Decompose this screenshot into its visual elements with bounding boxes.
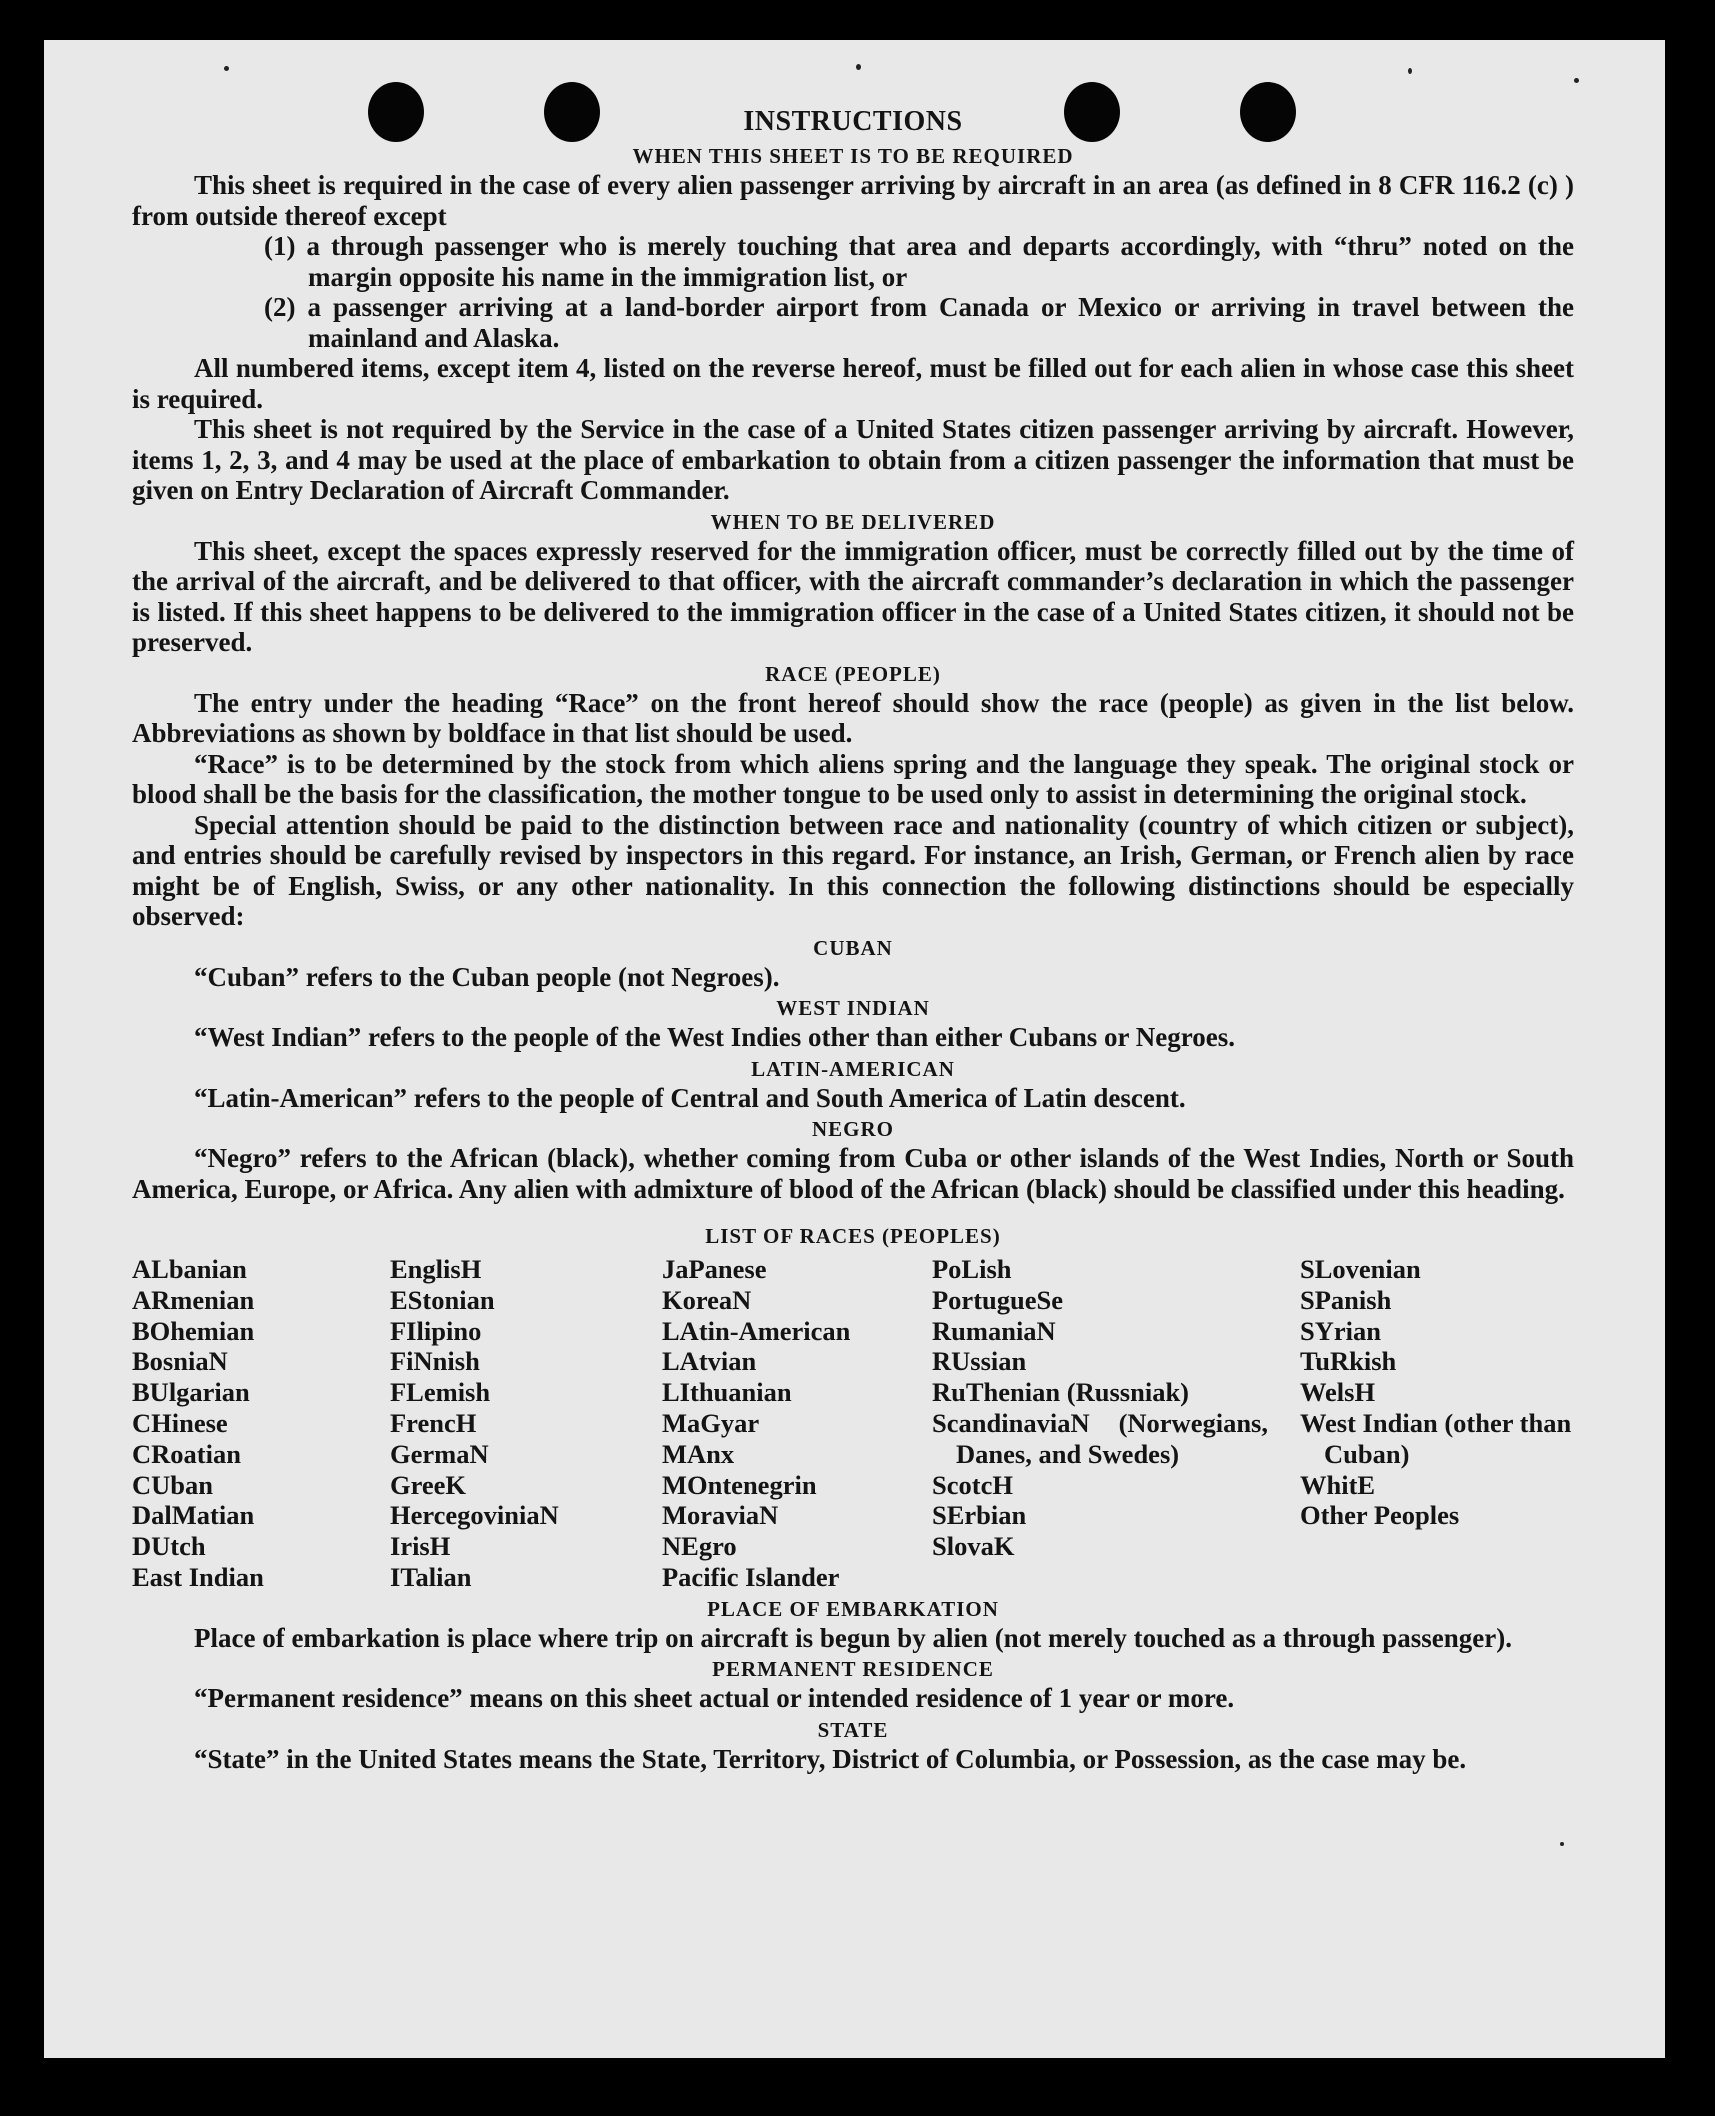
race-entry: MoraviaN xyxy=(662,1500,779,1531)
races-column-5 xyxy=(1300,1254,1574,1593)
race-entry: RuThenian (Russniak) xyxy=(932,1377,1190,1408)
race-entry: JaPanese xyxy=(662,1254,767,1284)
races-column-3 xyxy=(662,1254,932,1593)
race-entry: CUban xyxy=(132,1469,214,1500)
race-entry: FiNnish xyxy=(390,1346,480,1377)
paragraph: “Cuban” refers to the Cuban people (not Negroes). xyxy=(194,961,780,992)
section-heading-race: RACE (PEOPLE) xyxy=(765,661,941,686)
paragraph: “West Indian” refers to the people of the West Indies other than either Cubans or Negroes. xyxy=(194,1022,1236,1052)
race-entry: GermaN xyxy=(390,1438,489,1469)
race-entry: BosniaN xyxy=(132,1346,228,1377)
races-column-2 xyxy=(390,1254,662,1593)
race-entry: ITalian xyxy=(390,1561,472,1592)
race-entry: FrencH xyxy=(390,1407,477,1438)
race-entry: LAtvian xyxy=(662,1346,757,1377)
race-entry: East Indian xyxy=(132,1561,264,1592)
paragraph: “Race” is to be determined by the stock from which aliens spring and the language they speak. The original stock or blood shall be the basis for the classification, the mother tongue to be used only to assist in determining the original stock. xyxy=(132,748,1574,809)
section-heading-races-list: LIST OF RACES (PEOPLES) xyxy=(705,1224,1001,1248)
race-entry: SYrian xyxy=(1300,1315,1381,1346)
paragraph: The entry under the heading “Race” on the front hereof should show the race (people) as given in the list below. Abbreviations as shown by boldface in that list should be used. xyxy=(132,687,1574,748)
race-entry: MaGyar xyxy=(662,1407,760,1438)
race-entry: PoLish xyxy=(932,1254,1012,1284)
race-entry: TuRkish xyxy=(1300,1346,1397,1377)
list-item: (1) a through passenger who is merely touching that area and departs accordingly, with “thru” noted on the margin opposite his name in the immigration list, or xyxy=(264,231,1574,292)
race-entry: WelsH xyxy=(1300,1377,1376,1408)
races-column-1 xyxy=(132,1254,390,1593)
race-entry: MAnx xyxy=(662,1438,735,1469)
scan-speck xyxy=(224,66,229,71)
race-entry: DalMatian xyxy=(132,1500,255,1531)
document-sheet xyxy=(44,40,1665,2058)
paragraph: “Latin-American” refers to the people of Central and South America of Latin descent. xyxy=(194,1082,1186,1113)
race-entry: SLovenian xyxy=(1300,1254,1421,1284)
race-entry: FLemish xyxy=(390,1377,491,1408)
race-entry: LAtin-American xyxy=(662,1315,851,1346)
race-entry: NEgro xyxy=(662,1531,737,1562)
section-heading-negro: NEGRO xyxy=(811,1117,894,1141)
race-entry: EnglisH xyxy=(390,1254,482,1284)
instructions-content xyxy=(132,104,1574,1774)
races-column-4 xyxy=(932,1254,1300,1593)
race-entry: SErbian xyxy=(932,1500,1027,1531)
page-title: INSTRUCTIONS xyxy=(743,106,963,137)
section-heading-state: STATE xyxy=(817,1717,889,1742)
paragraph: “Negro” refers to the African (black), whether coming from Cuba or other islands of the West Indies, North or South America, Europe, or Africa. Any alien with admixture of blood of the African (black) should be classified under this heading. xyxy=(132,1143,1574,1204)
race-entry: RumaniaN xyxy=(932,1315,1056,1346)
section-heading-embarkation: PLACE OF EMBARKATION xyxy=(707,1596,999,1621)
list-item: (2) a passenger arriving at a land-border airport from Canada or Mexico or arriving in travel between the mainland and Alaska. xyxy=(264,292,1574,353)
race-entry: ScandinaviaN (Norwegians, Danes, and Swedes) xyxy=(932,1407,1268,1469)
race-entry: RUssian xyxy=(932,1346,1027,1377)
race-entry: LIthuanian xyxy=(662,1377,792,1408)
race-entry: PortugueSe xyxy=(932,1284,1064,1315)
paragraph: This sheet is required in the case of every alien passenger arriving by aircraft in an area (as defined in 8 CFR 116.2 (c) ) from outside thereof except xyxy=(132,170,1574,231)
race-entry: EStonian xyxy=(390,1284,495,1315)
race-entry: IrisH xyxy=(390,1531,451,1562)
race-entry: ScotcH xyxy=(932,1469,1013,1500)
section-heading-delivered: WHEN TO BE DELIVERED xyxy=(710,509,996,534)
race-entry: CHinese xyxy=(132,1407,228,1438)
race-entry: HercegoviniaN xyxy=(390,1500,559,1531)
scan-speck xyxy=(1408,68,1412,74)
race-entry: DUtch xyxy=(132,1531,206,1562)
race-entry: ARmenian xyxy=(132,1284,255,1315)
paragraph: “Permanent residence” means on this sheet actual or intended residence of 1 year or more. xyxy=(194,1683,1235,1714)
race-entry: WhitE xyxy=(1300,1469,1376,1500)
section-heading-west-indian: WEST INDIAN xyxy=(776,996,930,1020)
paragraph: Special attention should be paid to the distinction between race and nationality (country of which citizen or subject), and entries should be carefully revised by inspectors in this regard. For instance, an Irish, German, or French alien by race might be of English, Swiss, or any other nationality. In this connection the following distinctions should be especially observed: xyxy=(132,809,1574,931)
races-list xyxy=(132,1254,1574,1593)
race-entry: Other Peoples xyxy=(1300,1500,1460,1531)
race-entry: KoreaN xyxy=(662,1284,752,1315)
scan-speck xyxy=(1560,1842,1564,1846)
scan-speck xyxy=(1574,78,1579,83)
paragraph: Place of embarkation is place where trip on aircraft is begun by alien (not merely touched as a through passenger). xyxy=(194,1622,1512,1653)
race-entry: SlovaK xyxy=(932,1531,1015,1562)
section-heading-required: WHEN THIS SHEET IS TO BE REQUIRED xyxy=(632,144,1074,168)
paragraph: This sheet is not required by the Service in the case of a United States citizen passenger arriving by aircraft. However, items 1, 2, 3, and 4 may be used at the place of embarkation to obtain from a citizen passenger the information that must be given on Entry Declaration of Aircraft Commander. xyxy=(132,414,1574,505)
scan-speck xyxy=(856,64,861,70)
section-heading-latin-american: LATIN-AMERICAN xyxy=(751,1056,955,1081)
race-entry: FIlipino xyxy=(390,1315,482,1346)
race-entry: CRoatian xyxy=(132,1438,241,1469)
race-entry: BOhemian xyxy=(132,1315,255,1346)
race-entry: MOntenegrin xyxy=(662,1469,817,1500)
race-entry: GreeK xyxy=(390,1469,467,1500)
race-entry: ALbanian xyxy=(132,1254,247,1284)
paragraph: This sheet, except the spaces expressly reserved for the immigration officer, must be correctly filled out by the time of the arrival of the aircraft, and be delivered to that officer, with the aircraft commander’s declaration in which the passenger is listed. If this sheet happens to be delivered to the immigration officer in the case of a United States citizen, it should not be preserved. xyxy=(132,535,1574,657)
race-entry: Pacific Islander xyxy=(662,1561,840,1592)
race-entry: West Indian (other than Cuban) xyxy=(1300,1407,1572,1469)
section-heading-residence: PERMANENT RESIDENCE xyxy=(712,1657,994,1682)
paragraph: All numbered items, except item 4, listed on the reverse hereof, must be filled out for each alien in whose case this sheet is required. xyxy=(132,353,1574,414)
section-heading-cuban: CUBAN xyxy=(813,935,893,960)
paragraph: “State” in the United States means the State, Territory, District of Columbia, or Possession, as the case may be. xyxy=(194,1743,1467,1774)
race-entry: SPanish xyxy=(1300,1284,1392,1315)
race-entry: BUlgarian xyxy=(132,1377,250,1408)
